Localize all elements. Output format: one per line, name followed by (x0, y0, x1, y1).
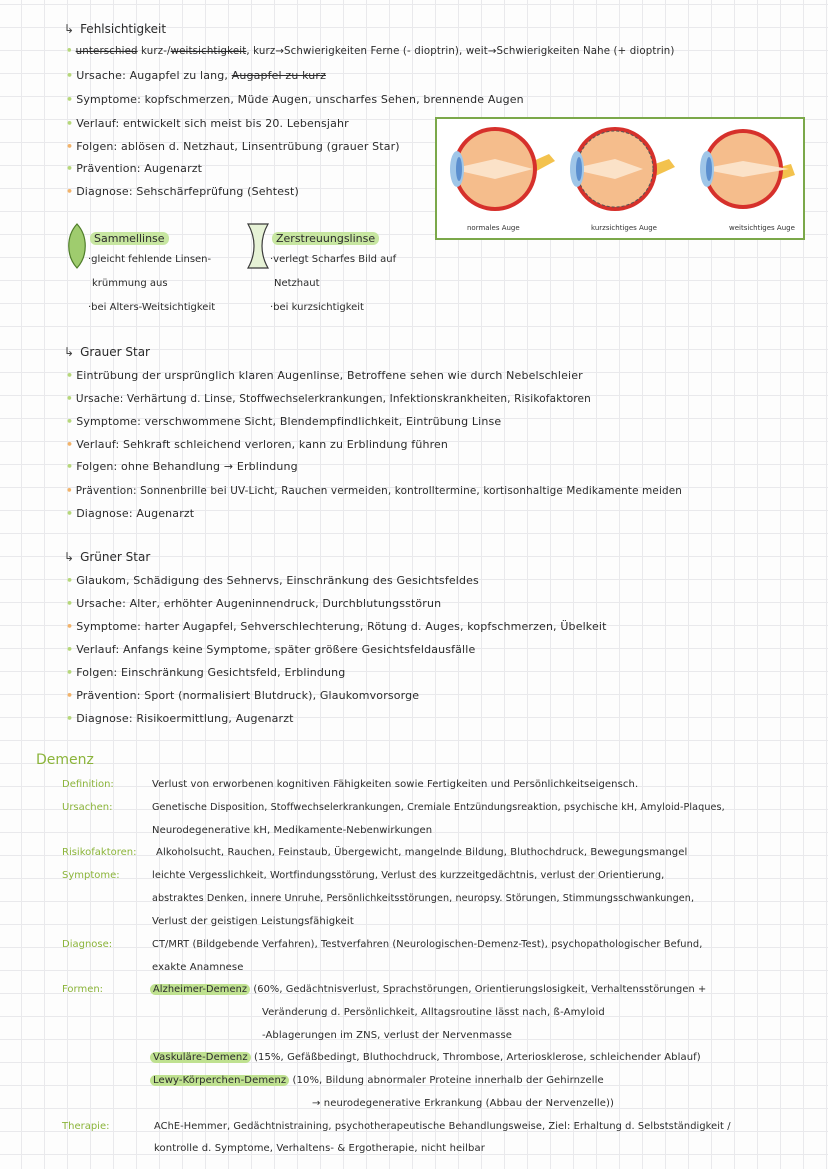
gruener-line-4: • Verlauf: Anfangs keine Symptome, später größere Gesichtsfeldausfälle (66, 643, 476, 656)
therapie-line-2: kontrolle d. Symptome, Verhaltens- & Ergotherapie, nicht heilbar (154, 1143, 485, 1154)
grauer-line-7: • Diagnose: Augenarzt (66, 507, 195, 520)
formen-lewy-line-2: → neurodegenerative Erkrankung (Abbau der Nervenzelle)) (312, 1098, 614, 1109)
formen-lewy: Lewy-Körperchen-Demenz (10%, Bildung abnormaler Proteine innerhalb der Gehirnzelle (150, 1075, 604, 1086)
diagnose-line-1: CT/MRT (Bildgebende Verfahren), Testverfahren (Neurologischen-Demenz-Test), psychopathologischer Befund, (152, 939, 703, 950)
label-definition: Definition: (62, 779, 114, 790)
symptome-line-1: leichte Vergesslichkeit, Wortfindungsstörung, Verlust des kurzzeitgedächtnis, verlust der Orientierung, (152, 870, 665, 881)
fehlsicht-line-6: • Prävention: Augenarzt (66, 162, 203, 175)
grauer-line-6: • Prävention: Sonnenbrille bei UV-Licht, Rauchen vermeiden, kontrolltermine, kortisonhaltige Medikamente meiden (66, 485, 683, 497)
label-diagnose: Diagnose: (62, 939, 113, 950)
sammellinse-line-1: ·gleicht fehlende Linsen- (88, 254, 212, 265)
formen-alzheimer: Alzheimer-Demenz (60%, Gedächtnisverlust, Sprachstörungen, Orientierungslosigkeit, Verhaltensstörungen + (150, 984, 706, 995)
arrow-icon: ↳ (64, 550, 75, 564)
zerstreuungslinse-line-3: ·bei kurzsichtigkeit (270, 302, 364, 313)
eye-illustrations (437, 119, 803, 238)
symptome-line-3: Verlust der geistigen Leistungsfähigkeit (152, 916, 354, 927)
normal-eye-illustration (450, 127, 555, 211)
definition-line-1: Verlust von erworbenen kognitiven Fähigkeiten sowie Fertigkeiten und Persönlichkeitseigensch. (152, 779, 639, 790)
label-risikofaktoren: Risikofaktoren: (62, 847, 137, 858)
alzheimer-highlight: Alzheimer-Demenz (150, 984, 250, 995)
symptome-line-2: abstraktes Denken, innere Unruhe, Persönlichkeitsstörungen, neuropsy. Störungen, Stimmungsschwankungen, (152, 893, 695, 904)
grauer-line-3: • Symptome: verschwommene Sicht, Blendempfindlichkeit, Eintrübung Linse (66, 415, 502, 428)
section-heading-gruener-star: ↳ Grüner Star (64, 550, 151, 564)
fehlsicht-line-7: • Diagnose: Sehschärfeprüfung (Sehtest) (66, 185, 299, 198)
sammellinse-line-3: ·bei Alters-Weitsichtigkeit (88, 302, 216, 313)
fehlsicht-line-2: • Ursache: Augapfel zu lang, Augapfel zu kurz (66, 69, 326, 82)
label-symptome: Symptome: (62, 870, 120, 881)
label-ursachen: Ursachen: (62, 802, 113, 813)
grauer-line-5: • Folgen: ohne Behandlung → Erblindung (66, 460, 298, 473)
formen-alzheimer-line-2: Veränderung d. Persönlichkeit, Alltagsroutine lässt nach, ß-Amyloid (262, 1007, 605, 1018)
eye-caption-short: kurzsichtiges Auge (591, 224, 657, 232)
section-heading-grauer-star: ↳ Grauer Star (64, 345, 150, 359)
zerstreuungslinse-line-1: ·verlegt Scharfes Bild auf (270, 254, 397, 265)
eye-caption-normal: normales Auge (467, 224, 520, 232)
zerstreuungslinse-title: Zerstreuungslinse (272, 232, 379, 245)
zerstreuungslinse-line-2: Netzhaut (274, 278, 320, 289)
eye-caption-long: weitsichtiges Auge (729, 224, 795, 232)
formen-vaskulaer: Vaskuläre-Demenz (15%, Gefäßbedingt, Bluthochdruck, Thrombose, Arteriosklerose, schleichender Ablauf) (150, 1052, 701, 1063)
label-therapie: Therapie: (62, 1121, 110, 1132)
gruener-line-2: • Ursache: Alter, erhöhter Augeninnendruck, Durchblutungsstörun (66, 597, 442, 610)
long-sighted-eye-illustration (700, 129, 795, 209)
lewy-highlight: Lewy-Körperchen-Demenz (150, 1075, 289, 1086)
eye-diagram (435, 117, 805, 240)
sammellinse-title: Sammellinse (90, 232, 169, 245)
diagnose-line-2: exakte Anamnese (152, 962, 244, 973)
sammellinse-line-2: krümmung aus (92, 278, 168, 289)
section-heading-fehlsichtigkeit: ↳ Fehlsichtigkeit (64, 22, 167, 36)
gruener-line-7: • Diagnose: Risikoermittlung, Augenarzt (66, 712, 294, 725)
demenz-title: Demenz (36, 752, 94, 768)
short-sighted-eye-illustration (570, 127, 675, 211)
fehlsicht-line-3: • Symptome: kopfschmerzen, Müde Augen, unscharfes Sehen, brennende Augen (66, 93, 524, 106)
therapie-line-1: AChE-Hemmer, Gedächtnistraining, psychotherapeutische Behandlungsweise, Ziel: Erhaltung d. Selbstständigkeit / (154, 1121, 731, 1132)
arrow-icon: ↳ (64, 345, 75, 359)
ursachen-line-2: Neurodegenerative kH, Medikamente-Nebenwirkungen (152, 825, 433, 836)
fehlsicht-line-1: • unterschied kurz-/weitsichtigkeit, kurz→Schwierigkeiten Ferne (- dioptrin), weit→Schwierigkeiten Nahe (+ dioptrin) (66, 46, 675, 57)
grauer-line-2: • Ursache: Verhärtung d. Linse, Stoffwechselerkrankungen, Infektionskrankheiten, Risikofaktoren (66, 393, 591, 405)
fehlsicht-line-4: • Verlauf: entwickelt sich meist bis 20. Lebensjahr (66, 117, 349, 130)
grauer-line-1: • Eintrübung der ursprünglich klaren Augenlinse, Betroffene sehen wie durch Nebelschleier (66, 369, 583, 382)
label-formen: Formen: (62, 984, 104, 995)
risiko-line-1: Alkoholsucht, Rauchen, Feinstaub, Übergewicht, mangelnde Bildung, Bluthochdruck, Bewegungsmangel (156, 847, 688, 858)
gruener-line-3: • Symptome: harter Augapfel, Sehverschlechterung, Rötung d. Auges, kopfschmerzen, Übelkeit (66, 620, 607, 633)
arrow-icon: ↳ (64, 22, 75, 36)
formen-alzheimer-line-3: -Ablagerungen im ZNS, verlust der Nervenmasse (262, 1030, 513, 1041)
convex-lens-icon (66, 222, 88, 270)
gruener-line-5: • Folgen: Einschränkung Gesichtsfeld, Erblindung (66, 666, 346, 679)
gruener-line-6: • Prävention: Sport (normalisiert Blutdruck), Glaukomvorsorge (66, 689, 420, 702)
grauer-line-4: • Verlauf: Sehkraft schleichend verloren, kann zu Erblindung führen (66, 438, 449, 451)
fehlsicht-line-5: • Folgen: ablösen d. Netzhaut, Linsentrübung (grauer Star) (66, 140, 400, 153)
gruener-line-1: • Glaukom, Schädigung des Sehnervs, Einschränkung des Gesichtsfeldes (66, 574, 479, 587)
ursachen-line-1: Genetische Disposition, Stoffwechselerkrankungen, Cremiale Entzündungsreaktion, psychische kH, Amyloid-Plaques, (152, 802, 725, 813)
concave-lens-icon (246, 222, 270, 270)
vaskulaer-highlight: Vaskuläre-Demenz (150, 1052, 251, 1063)
